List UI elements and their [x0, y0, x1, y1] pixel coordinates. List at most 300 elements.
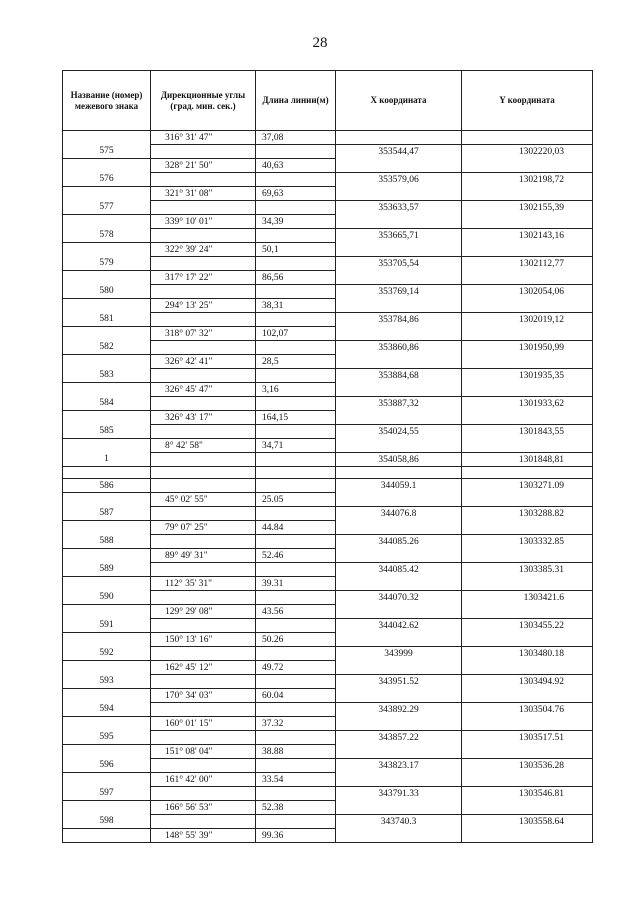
- empty-cell: [336, 187, 462, 201]
- cell-x: 353665,71: [336, 229, 462, 243]
- cell-id: 597: [63, 787, 151, 801]
- empty-cell: [462, 159, 593, 173]
- header-y: Y координата: [462, 71, 593, 131]
- cell-id: 575: [63, 145, 151, 159]
- empty-cell: [336, 271, 462, 285]
- cell-y: 1302019,12: [462, 313, 593, 327]
- empty-cell: [63, 661, 151, 675]
- cell-length: 69,63: [256, 187, 336, 201]
- empty-cell: [63, 605, 151, 619]
- empty-cell: [151, 229, 256, 243]
- empty-cell: [151, 787, 256, 801]
- cell-y: 1303517.51: [462, 731, 593, 745]
- empty-cell: [256, 703, 336, 717]
- empty-cell: [256, 145, 336, 159]
- segment-row: [63, 661, 593, 675]
- cell-y: 1302198,72: [462, 173, 593, 187]
- point-row: [63, 787, 593, 801]
- cell-length: 38,31: [256, 299, 336, 313]
- header-length: Длина линии(м): [256, 71, 336, 131]
- empty-cell: [151, 479, 256, 493]
- segment-row: [63, 493, 593, 507]
- segment-row: [63, 215, 593, 229]
- segment-row: [63, 521, 593, 535]
- cell-id: 585: [63, 425, 151, 439]
- empty-cell: [336, 439, 462, 453]
- cell-length: 43.56: [256, 605, 336, 619]
- segment-row: [63, 355, 593, 369]
- cell-id: 593: [63, 675, 151, 689]
- empty-cell: [63, 187, 151, 201]
- cell-id: 589: [63, 563, 151, 577]
- empty-cell: [256, 257, 336, 271]
- empty-cell: [63, 439, 151, 453]
- page-number: 28: [312, 35, 328, 51]
- cell-x: 343823.17: [336, 759, 462, 773]
- empty-cell: [151, 467, 256, 479]
- cell-length: 40,63: [256, 159, 336, 173]
- empty-cell: [151, 285, 256, 299]
- empty-cell: [151, 507, 256, 521]
- cell-angle: 326° 43' 17": [151, 411, 256, 425]
- empty-cell: [151, 397, 256, 411]
- cell-angle: 148° 55' 39": [151, 829, 256, 843]
- empty-cell: [63, 467, 151, 479]
- empty-cell: [462, 299, 593, 313]
- empty-cell: [336, 467, 462, 479]
- cell-x: 354058,86: [336, 453, 462, 467]
- cell-angle: 162° 45' 12": [151, 661, 256, 675]
- cell-x: 353884,68: [336, 369, 462, 383]
- cell-y: 1301933,62: [462, 397, 593, 411]
- cell-x: 343892.29: [336, 703, 462, 717]
- cell-id: 586: [63, 479, 151, 493]
- cell-angle: 160° 01' 15": [151, 717, 256, 731]
- empty-cell: [462, 493, 593, 507]
- cell-length: 50,1: [256, 243, 336, 257]
- point-row: [63, 453, 593, 467]
- empty-cell: [462, 327, 593, 341]
- cell-id: 591: [63, 619, 151, 633]
- cell-length: 52.46: [256, 549, 336, 563]
- segment-row: [63, 159, 593, 173]
- empty-cell: [151, 647, 256, 661]
- segment-row: [63, 187, 593, 201]
- empty-cell: [256, 453, 336, 467]
- empty-cell: [63, 215, 151, 229]
- section-separator: [63, 467, 593, 479]
- empty-cell: [462, 661, 593, 675]
- cell-x: 344059.1: [336, 479, 462, 493]
- empty-cell: [63, 299, 151, 313]
- empty-cell: [256, 675, 336, 689]
- empty-cell: [336, 411, 462, 425]
- empty-cell: [336, 605, 462, 619]
- empty-cell: [256, 787, 336, 801]
- empty-cell: [151, 173, 256, 187]
- cell-x: 343999: [336, 647, 462, 661]
- cell-x: 353784,86: [336, 313, 462, 327]
- cell-id: 581: [63, 313, 151, 327]
- empty-cell: [336, 131, 462, 145]
- empty-cell: [256, 397, 336, 411]
- point-row: [63, 619, 593, 633]
- point-row: [63, 535, 593, 549]
- empty-cell: [462, 745, 593, 759]
- cell-length: 39.31: [256, 577, 336, 591]
- cell-id: 582: [63, 341, 151, 355]
- cell-x: 353633,57: [336, 201, 462, 215]
- cell-x: 344070.32: [336, 591, 462, 605]
- cell-x: 353887,32: [336, 397, 462, 411]
- empty-cell: [336, 689, 462, 703]
- empty-cell: [63, 271, 151, 285]
- empty-cell: [151, 619, 256, 633]
- cell-id: 576: [63, 173, 151, 187]
- segment-row: [63, 717, 593, 731]
- empty-cell: [151, 563, 256, 577]
- empty-cell: [462, 633, 593, 647]
- cell-angle: 321° 31' 08": [151, 187, 256, 201]
- empty-cell: [336, 493, 462, 507]
- segment-row: [63, 549, 593, 563]
- cell-angle: 326° 45' 47": [151, 383, 256, 397]
- cell-y: 1303546.81: [462, 787, 593, 801]
- empty-cell: [462, 605, 593, 619]
- cell-length: 52.38: [256, 801, 336, 815]
- segment-row: [63, 745, 593, 759]
- cell-angle: 326° 42' 41": [151, 355, 256, 369]
- empty-cell: [336, 355, 462, 369]
- empty-cell: [151, 145, 256, 159]
- empty-cell: [462, 521, 593, 535]
- cell-id: 577: [63, 201, 151, 215]
- cell-angle: 294° 13' 25": [151, 299, 256, 313]
- empty-cell: [151, 591, 256, 605]
- cell-x: 344076.8: [336, 507, 462, 521]
- point-row: [63, 397, 593, 411]
- cell-id: 579: [63, 257, 151, 271]
- empty-cell: [63, 493, 151, 507]
- cell-length: 3,16: [256, 383, 336, 397]
- table-header-row: [63, 71, 593, 131]
- cell-angle: 161° 42' 00": [151, 773, 256, 787]
- empty-cell: [63, 411, 151, 425]
- cell-y: 1303332.85: [462, 535, 593, 549]
- segment-row: [63, 411, 593, 425]
- cell-y: 1303421.6: [462, 591, 593, 605]
- empty-cell: [336, 327, 462, 341]
- cell-x: 343857.22: [336, 731, 462, 745]
- segment-row: [63, 829, 593, 843]
- empty-cell: [63, 689, 151, 703]
- empty-cell: [336, 745, 462, 759]
- cell-id: 578: [63, 229, 151, 243]
- empty-cell: [256, 369, 336, 383]
- point-row: [63, 285, 593, 299]
- cell-length: 50.26: [256, 633, 336, 647]
- empty-cell: [336, 577, 462, 591]
- point-row: [63, 173, 593, 187]
- empty-cell: [462, 439, 593, 453]
- empty-cell: [63, 383, 151, 397]
- point-row: [63, 815, 593, 829]
- cell-angle: 129° 29' 08": [151, 605, 256, 619]
- empty-cell: [63, 131, 151, 145]
- point-row: [63, 201, 593, 215]
- empty-cell: [63, 633, 151, 647]
- empty-cell: [462, 577, 593, 591]
- cell-angle: 166° 56' 53": [151, 801, 256, 815]
- empty-cell: [256, 647, 336, 661]
- empty-cell: [336, 829, 462, 843]
- segment-row: [63, 383, 593, 397]
- empty-cell: [336, 159, 462, 173]
- cell-length: 38.88: [256, 745, 336, 759]
- segment-row: [63, 243, 593, 257]
- cell-length: 164,15: [256, 411, 336, 425]
- empty-cell: [151, 731, 256, 745]
- empty-cell: [256, 815, 336, 829]
- cell-x: 343951.52: [336, 675, 462, 689]
- cell-x: 344085.42: [336, 563, 462, 577]
- cell-id: 594: [63, 703, 151, 717]
- segment-row: [63, 271, 593, 285]
- empty-cell: [256, 201, 336, 215]
- cell-y: 1303504.76: [462, 703, 593, 717]
- empty-cell: [462, 131, 593, 145]
- cell-id: 584: [63, 397, 151, 411]
- cell-length: 34,39: [256, 215, 336, 229]
- cell-x: 343740.3: [336, 815, 462, 829]
- empty-cell: [151, 257, 256, 271]
- empty-cell: [63, 243, 151, 257]
- cell-id: 598: [63, 815, 151, 829]
- point-row: [63, 675, 593, 689]
- cell-angle: 151° 08' 04": [151, 745, 256, 759]
- point-row: [63, 229, 593, 243]
- empty-cell: [151, 675, 256, 689]
- cell-y: 1303494.92: [462, 675, 593, 689]
- cell-length: 102,07: [256, 327, 336, 341]
- empty-cell: [462, 829, 593, 843]
- empty-cell: [462, 355, 593, 369]
- cell-angle: 328° 21' 50": [151, 159, 256, 173]
- cell-angle: 318° 07' 32": [151, 327, 256, 341]
- cell-y: 1303271.09: [462, 479, 593, 493]
- cell-y: 1302054,06: [462, 285, 593, 299]
- cell-length: 86,56: [256, 271, 336, 285]
- cell-id: 596: [63, 759, 151, 773]
- cell-x: 353579,06: [336, 173, 462, 187]
- cell-angle: 322° 39' 24": [151, 243, 256, 257]
- segment-row: [63, 633, 593, 647]
- cell-x: 343791.33: [336, 787, 462, 801]
- cell-y: 1302155,39: [462, 201, 593, 215]
- empty-cell: [151, 425, 256, 439]
- cell-x: 354024,55: [336, 425, 462, 439]
- cell-length: 44.84: [256, 521, 336, 535]
- cell-id: 595: [63, 731, 151, 745]
- cell-angle: 170° 34' 03": [151, 689, 256, 703]
- cell-length: 60.04: [256, 689, 336, 703]
- cell-angle: 8° 42' 58": [151, 439, 256, 453]
- cell-angle: 89° 49' 31": [151, 549, 256, 563]
- empty-cell: [462, 243, 593, 257]
- empty-cell: [151, 201, 256, 215]
- cell-length: 28,5: [256, 355, 336, 369]
- cell-y: 1301843,55: [462, 425, 593, 439]
- cell-y: 1303455.22: [462, 619, 593, 633]
- cell-length: 49.72: [256, 661, 336, 675]
- point-row: [63, 507, 593, 521]
- empty-cell: [63, 355, 151, 369]
- point-row: [63, 563, 593, 577]
- empty-cell: [63, 773, 151, 787]
- empty-cell: [151, 369, 256, 383]
- segment-row: [63, 131, 593, 145]
- empty-cell: [63, 801, 151, 815]
- empty-cell: [336, 521, 462, 535]
- empty-cell: [256, 467, 336, 479]
- cell-id: 590: [63, 591, 151, 605]
- cell-angle: 150° 13' 16": [151, 633, 256, 647]
- empty-cell: [151, 453, 256, 467]
- cell-y: 1303558.64: [462, 815, 593, 829]
- point-row: [63, 591, 593, 605]
- empty-cell: [63, 577, 151, 591]
- empty-cell: [63, 159, 151, 173]
- empty-cell: [151, 815, 256, 829]
- empty-cell: [256, 285, 336, 299]
- cell-angle: 317° 17' 22": [151, 271, 256, 285]
- empty-cell: [336, 661, 462, 675]
- empty-cell: [336, 383, 462, 397]
- empty-cell: [151, 535, 256, 549]
- segment-row: [63, 327, 593, 341]
- point-row: [63, 759, 593, 773]
- empty-cell: [336, 801, 462, 815]
- empty-cell: [256, 313, 336, 327]
- empty-cell: [256, 591, 336, 605]
- cell-length: 34,71: [256, 439, 336, 453]
- empty-cell: [256, 507, 336, 521]
- cell-id: 583: [63, 369, 151, 383]
- empty-cell: [462, 467, 593, 479]
- empty-cell: [256, 173, 336, 187]
- empty-cell: [256, 563, 336, 577]
- point-row: [63, 731, 593, 745]
- cell-length: 25.05: [256, 493, 336, 507]
- empty-cell: [462, 411, 593, 425]
- empty-cell: [256, 759, 336, 773]
- empty-cell: [256, 731, 336, 745]
- cell-angle: 112° 35' 31": [151, 577, 256, 591]
- cell-x: 344085.26: [336, 535, 462, 549]
- empty-cell: [336, 717, 462, 731]
- cell-x: 353544,47: [336, 145, 462, 159]
- cell-y: 1302112,77: [462, 257, 593, 271]
- empty-cell: [256, 479, 336, 493]
- cell-x: 353705,54: [336, 257, 462, 271]
- point-row: [63, 479, 593, 493]
- empty-cell: [63, 327, 151, 341]
- empty-cell: [256, 425, 336, 439]
- cell-angle: 316° 31' 47": [151, 131, 256, 145]
- empty-cell: [63, 521, 151, 535]
- cell-y: 1303385.31: [462, 563, 593, 577]
- empty-cell: [63, 549, 151, 563]
- header-x: X координата: [336, 71, 462, 131]
- empty-cell: [336, 243, 462, 257]
- empty-cell: [63, 745, 151, 759]
- empty-cell: [336, 773, 462, 787]
- table-body: [63, 131, 593, 843]
- empty-cell: [151, 313, 256, 327]
- empty-cell: [256, 535, 336, 549]
- empty-cell: [336, 549, 462, 563]
- cell-id: 588: [63, 535, 151, 549]
- cell-y: 1303536.28: [462, 759, 593, 773]
- point-row: [63, 647, 593, 661]
- cell-x: 353860,86: [336, 341, 462, 355]
- empty-cell: [462, 717, 593, 731]
- segment-row: [63, 577, 593, 591]
- cell-x: 353769,14: [336, 285, 462, 299]
- point-row: [63, 369, 593, 383]
- cell-y: 1301848,81: [462, 453, 593, 467]
- cell-length: 33.54: [256, 773, 336, 787]
- point-row: [63, 425, 593, 439]
- cell-y: 1302143,16: [462, 229, 593, 243]
- point-row: [63, 313, 593, 327]
- empty-cell: [63, 829, 151, 843]
- cell-y: 1302220,03: [462, 145, 593, 159]
- empty-cell: [151, 341, 256, 355]
- empty-cell: [462, 215, 593, 229]
- header-angle: Дирекционные углы (град. мин. сек.): [151, 71, 256, 131]
- cell-angle: 79° 07' 25": [151, 521, 256, 535]
- empty-cell: [336, 299, 462, 313]
- cell-angle: 45° 02' 55": [151, 493, 256, 507]
- empty-cell: [256, 619, 336, 633]
- segment-row: [63, 605, 593, 619]
- empty-cell: [462, 773, 593, 787]
- cell-id: 592: [63, 647, 151, 661]
- cell-id: 1: [63, 453, 151, 467]
- segment-row: [63, 299, 593, 313]
- empty-cell: [151, 703, 256, 717]
- cell-y: 1301935,35: [462, 369, 593, 383]
- cell-id: 587: [63, 507, 151, 521]
- empty-cell: [462, 689, 593, 703]
- cell-angle: 339° 10' 01": [151, 215, 256, 229]
- cell-length: 37,08: [256, 131, 336, 145]
- segment-row: [63, 773, 593, 787]
- cell-id: 580: [63, 285, 151, 299]
- empty-cell: [63, 717, 151, 731]
- segment-row: [63, 439, 593, 453]
- cell-y: 1303480.18: [462, 647, 593, 661]
- empty-cell: [256, 341, 336, 355]
- cell-y: 1301950,99: [462, 341, 593, 355]
- cell-x: 344042.62: [336, 619, 462, 633]
- coordinates-table: [62, 70, 593, 843]
- empty-cell: [462, 187, 593, 201]
- empty-cell: [462, 271, 593, 285]
- cell-length: 37.32: [256, 717, 336, 731]
- empty-cell: [462, 801, 593, 815]
